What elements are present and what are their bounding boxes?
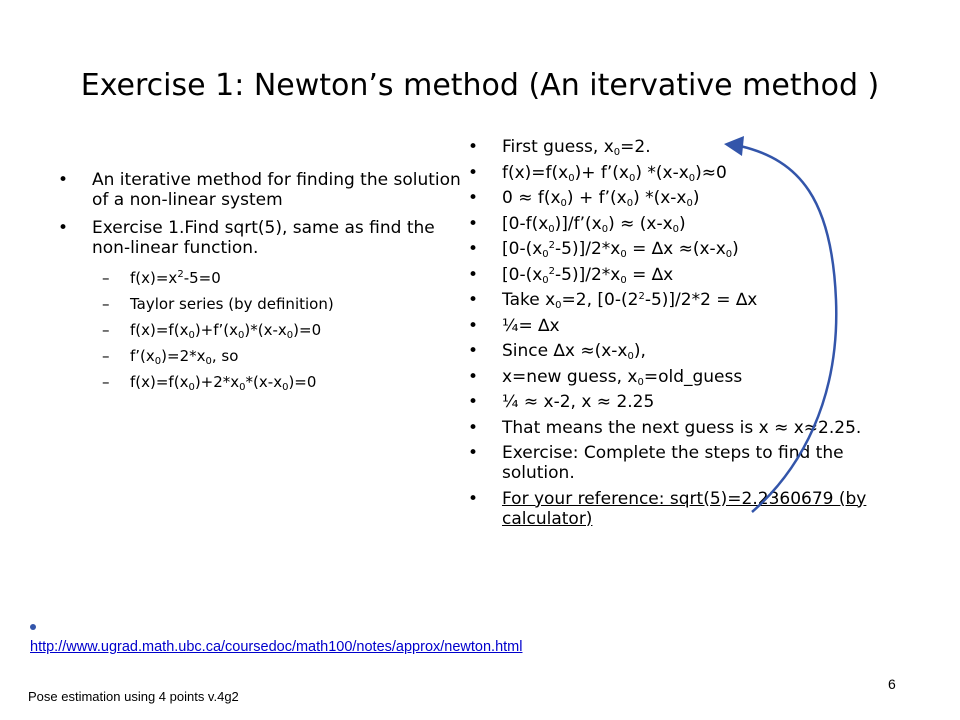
bullet-rearranged: • $[0-f(x_0)]/f’(x_0) \approx (x-x_0)$ bbox=[468, 214, 888, 234]
reference-link[interactable] bbox=[30, 617, 523, 657]
bullet-first-guess: • First guess, $x_0=2$. bbox=[468, 137, 888, 157]
left-bullet-list bbox=[58, 170, 462, 400]
bullet-delta-x: • $[0-(x_0^2-5)]/2*x_0 = \Delta x$ bbox=[468, 265, 888, 285]
bullet-take-x0: • Take $x_0=2$, $[0-(2^2-5)]/2*2 = \Delta x$ bbox=[468, 290, 888, 310]
sub-bullet-substituted: – $f(x)=f(x_0)+2*x_0*(x-x_0)=0$ bbox=[92, 372, 462, 392]
page-number: 6 bbox=[888, 676, 896, 692]
slide-title: Exercise 1: Newton’s method (An itervative method ) bbox=[80, 68, 880, 103]
reference-link-text[interactable]: http://www.ugrad.math.ubc.ca/coursedoc/math100/notes/approx/newton.html bbox=[30, 639, 523, 655]
bullet-exercise: • Exercise: Complete the steps to find the solution. bbox=[468, 443, 888, 483]
bullet-exercise-1: • Exercise 1.Find sqrt(5), same as find the non-linear function. – $f(x)=x^2-5=0$ – Taylor series (by definition) – $f(x)=f(x_0)+f’(x_0)*(x-x_0)=0$ – $f’(x_0)=2*x_0$, so – $f(x)=f(x_0)+2*x_0*(x-x_0)=0$ bbox=[58, 218, 462, 392]
bullet-quarter-approx: • ¼ ≈ x-2, x ≈ 2.25 bbox=[468, 392, 888, 412]
link-bullet-dot bbox=[30, 624, 36, 630]
sub-bullet-taylor: – Taylor series (by definition) bbox=[92, 294, 462, 314]
sub-bullet-taylor-formula: – $f(x)=f(x_0)+f’(x_0)*(x-x_0)=0$ bbox=[92, 320, 462, 340]
bullet-reference: • For your reference: sqrt(5)=2.2360679 (by calculator) bbox=[468, 489, 888, 529]
bullet-since: • Since $\Delta x \approx(x-x_0)$, bbox=[468, 341, 888, 361]
sub-bullet-derivative: – $f’(x_0)=2*x_0$, so bbox=[92, 346, 462, 366]
bullet-next-guess: • That means the next guess is x ≈ x≈2.25. bbox=[468, 418, 888, 438]
right-bullet-list bbox=[468, 137, 888, 534]
bullet-iterative-method: • An iterative method for finding the solution of a non-linear system bbox=[58, 170, 462, 210]
bullet-new-guess: • x=new guess, $x_0=old\_guess$ bbox=[468, 367, 888, 387]
bullet-quarter: • ¼= ∆x bbox=[468, 316, 888, 336]
bullet-zero-approx: • $0 \approx f(x_0)$ + $f’(x_0)$ $*(x-x_0)$ bbox=[468, 188, 888, 208]
exercise-sublist bbox=[92, 268, 462, 392]
footer-text: Pose estimation using 4 points v.4g2 bbox=[28, 689, 239, 704]
bullet-taylor-approx: • $f(x)=f(x_0)+$ $f’(x_0)$ $*(x-x_0)\approx 0$ bbox=[468, 163, 888, 183]
sub-bullet-function: – $f(x)=x^2-5=0$ bbox=[92, 268, 462, 288]
bullet-delta-x-approx: • $[0-(x_0^2-5)]/2*x_0 = \Delta x \approx(x-x_0)$ bbox=[468, 239, 888, 259]
